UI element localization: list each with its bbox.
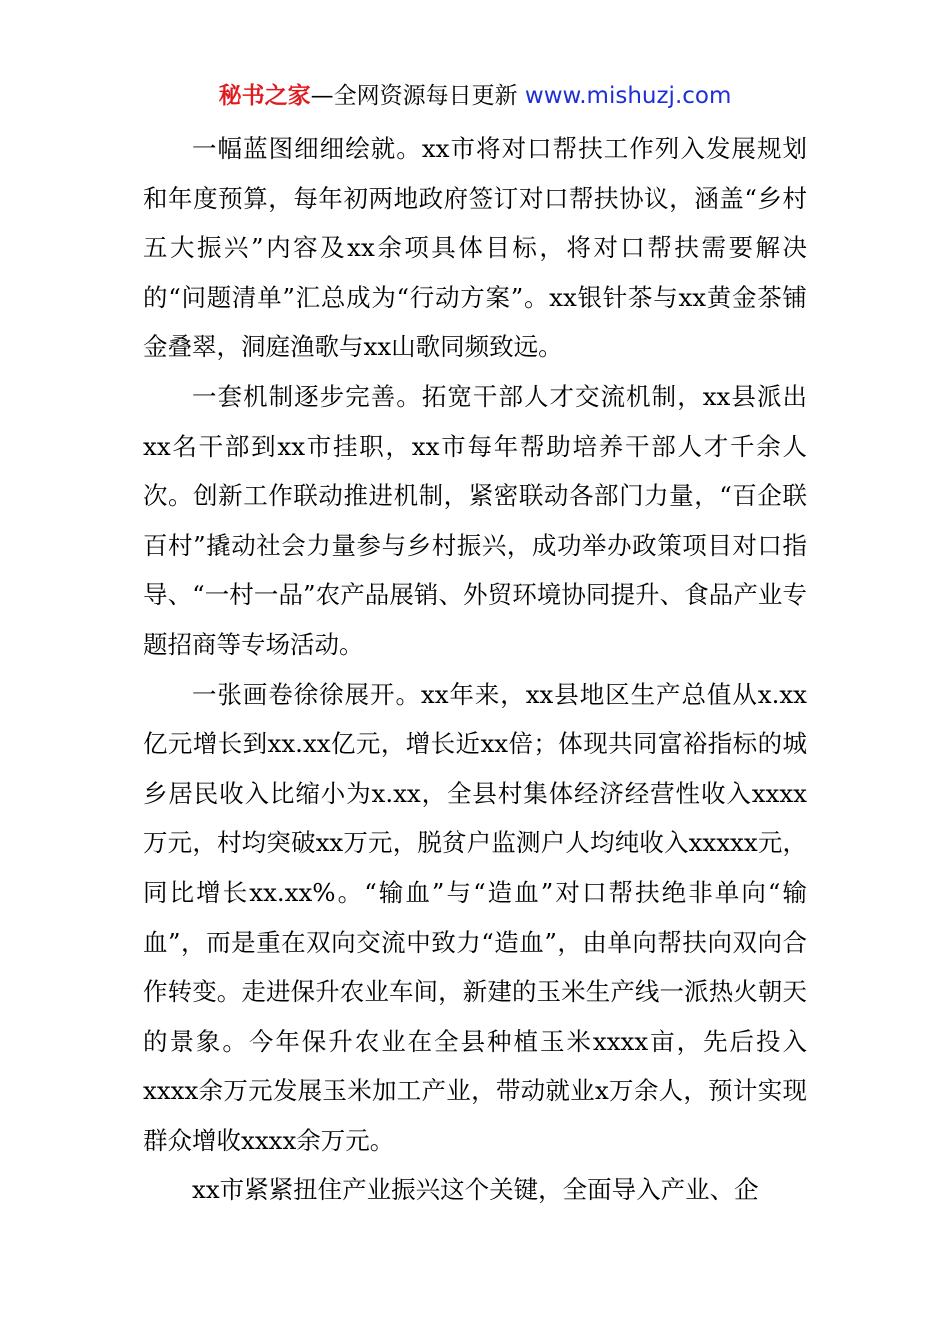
header-slogan: —全网资源每日更新: [310, 83, 518, 109]
paragraph: 一张画卷徐徐展开。xx年来，xx县地区生产总值从x.xx亿元增长到xx.xx亿元，增长近xx倍；体现共同富裕指标的城乡居民收入比缩小为x.xx，全县村集体经济经营性收入xxxx万元，村均突破xx万元，脱贫户监测户人均纯收入xxxxx元，同比增长xx.xx%。“输血”与“造血”对口帮扶绝非单向“输血”，而是重在双向交流中致力“造血”，由单向帮扶向双向合作转变。走进保升农业车间，新建的玉米生产线一派热火朝天的景象。今年保升农业在全县种植玉米xxxx亩，先后投入xxxx余万元发展玉米加工产业，带动就业x万余人，预计实现群众增收xxxx余万元。: [143, 679, 807, 1155]
header-brand: 秘书之家: [218, 83, 311, 109]
paragraph: xx市紧紧扭住产业振兴这个关键，全面导入产业、企: [192, 1175, 759, 1205]
page-header: [0, 80, 950, 112]
paragraph: 一幅蓝图细细绘就。xx市将对口帮扶工作列入发展规划和年度预算，每年初两地政府签订对口帮扶协议，涵盖“乡村五大振兴”内容及xx余项具体目标，将对口帮扶需要解决的“问题清单”汇总成为“行动方案”。xx银针茶与xx黄金茶铺金叠翠，洞庭渔歌与xx山歌同频致远。: [143, 134, 807, 362]
paragraph: 一套机制逐步完善。拓宽干部人才交流机制，xx县派出xx名干部到xx市挂职，xx市每年帮助培养干部人才千余人次。创新工作联动推进机制，紧密联动各部门力量，“百企联百村”撬动社会力量参与乡村振兴，成功举办政策项目对口指导、“一村一品”农产品展销、外贸环境协同提升、食品产业专题招商等专场活动。: [143, 381, 807, 659]
document-body: [143, 124, 807, 1215]
header-url-link[interactable]: www.mishuzj.com: [524, 83, 732, 109]
